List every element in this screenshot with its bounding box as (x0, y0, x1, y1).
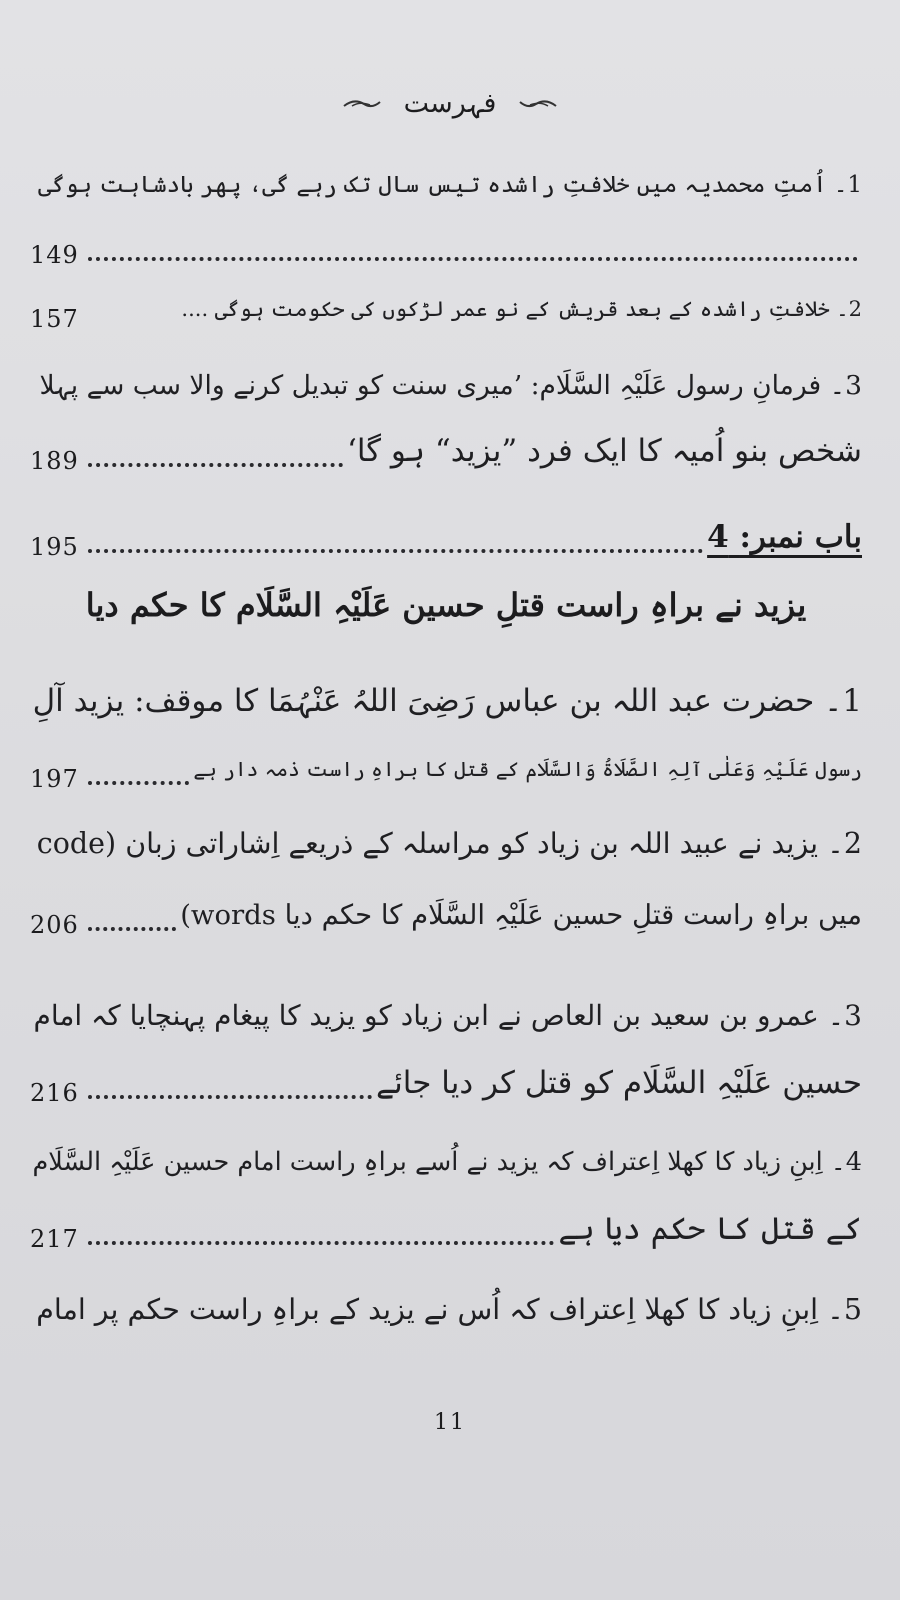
entry-text: 4۔ اِبنِ زیاد کا کھلا اِعتراف کہ یزید نے اُسے براہِ راست امام حسین عَلَیْہِ السَّلَام (32, 1146, 862, 1177)
leader-dots (88, 927, 176, 931)
chapter-number: 4 (707, 519, 729, 555)
entry-text: 1۔ حضرت عبد اللہ بن عباس رَضِیَ اللہُ عَنْہُمَا کا موقف: یزید آلِ (32, 683, 862, 719)
footer-page-number: 11 (434, 1410, 466, 1435)
leader-dots (88, 463, 343, 467)
entry-text: 2۔ یزید نے عبید اللہ بن زیاد کو مراسلہ کے ذریعے اِشاراتی زبان (code (36, 826, 862, 860)
leader-dots (88, 781, 189, 785)
chapter-title-block (30, 586, 862, 624)
leader-dots (88, 1241, 554, 1245)
flourish-right-icon (342, 97, 382, 111)
chapter-heading (30, 512, 862, 562)
entry-text: 2۔ خلافتِ راشدہ کے بعد قریش کے نو عمر لڑکوں کی حکومت ہوگی .... (181, 297, 862, 321)
leader-dots (88, 1095, 372, 1099)
entry-text-continued: رسول عَلَیْہِ وَعَلٰی آلِہِ الصَّلَاۃُ وَالسَّلَام کے قتل کا براہِ راست ذمہ دار ہے (193, 757, 862, 781)
page-number: 197 (30, 765, 79, 793)
toc-entry (30, 284, 862, 334)
page-header (0, 88, 900, 119)
toc-entry (30, 160, 862, 270)
toc-entry (30, 818, 862, 940)
chapter-title: یزید نے براہِ راست قتلِ حسین عَلَیْہِ السَّلَام کا حکم دیا (85, 586, 807, 624)
toc-entry (30, 676, 862, 794)
toc-entry (30, 1136, 862, 1254)
chapter-label: باب نمبر: 4 (707, 519, 862, 555)
entry-text: 3۔ عمرو بن سعید بن العاص نے ابن زیاد کو یزید کا پیغام پہنچایا کہ امام (33, 998, 862, 1032)
page-title: فہرست (403, 88, 497, 119)
page-number: 216 (30, 1079, 79, 1107)
leader-dots (88, 549, 703, 553)
entry-text: 1۔ اُمتِ محمدیہ میں خلافتِ راشدہ تیس سال تک رہے گی، پھر بادشاہت ہوگی (38, 172, 862, 198)
leader-dots (88, 257, 858, 261)
entry-text-continued: حسین عَلَیْہِ السَّلَام کو قتل کر دیا جائے (376, 1065, 862, 1101)
page-number: 206 (30, 911, 79, 939)
page-number: 217 (30, 1225, 79, 1253)
entry-text-continued: (words میں براہِ راست قتلِ حسین عَلَیْہِ السَّلَام کا حکم دیا (180, 899, 862, 931)
flourish-left-icon (518, 97, 558, 111)
entry-text: 3۔ فرمانِ رسول عَلَیْہِ السَّلَام: ’میری سنت کو تبدیل کرنے والا سب سے پہلا (39, 369, 862, 401)
entry-text-continued: شخص بنو اُمیہ کا ایک فرد ”یزید“ ہو گا‘ (346, 433, 862, 469)
toc-entry (30, 1284, 862, 1334)
toc-entry (30, 990, 862, 1108)
page-number: 157 (30, 305, 79, 333)
page-number: 195 (30, 533, 79, 561)
page-number: 189 (30, 447, 79, 475)
page-number: 149 (30, 241, 79, 269)
entry-text: 5۔ اِبنِ زیاد کا کھلا اِعتراف کہ اُس نے یزید کے براہِ راست حکم پر امام (36, 1292, 862, 1326)
toc-entry (30, 360, 862, 476)
entry-text-continued: کے قتل کا حکم دیا ہے (558, 1211, 862, 1247)
